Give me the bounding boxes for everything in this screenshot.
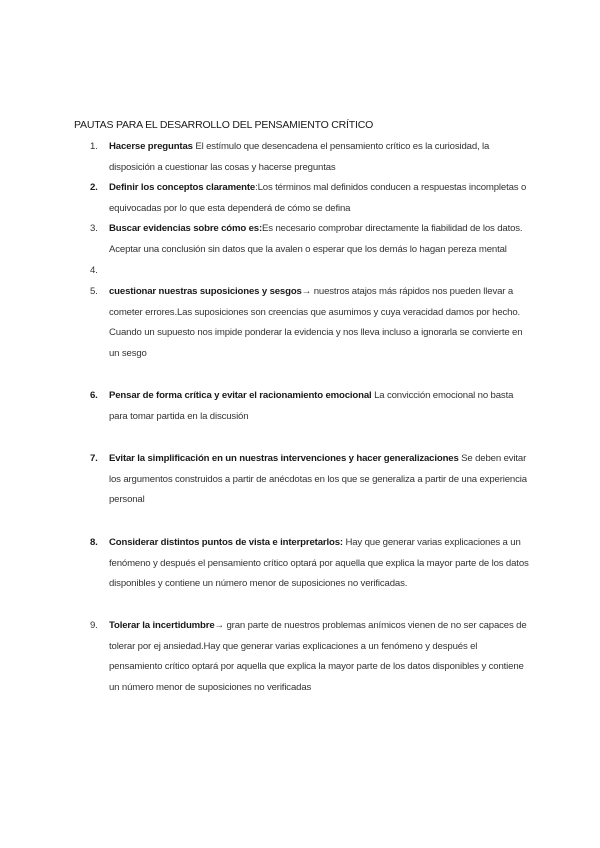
list-item bbox=[90, 386, 530, 427]
item-number: 3. bbox=[90, 223, 98, 234]
item-number: 2. bbox=[90, 182, 98, 193]
item-number: 4. bbox=[90, 265, 98, 276]
item-text: Es necesario comprobar directamente la fiabilidad de los datos. Aceptar una conclusión sin datos que la avalen o esperar que los demás lo hagan pereza mental bbox=[109, 223, 523, 255]
list-item bbox=[90, 449, 530, 511]
item-heading: Considerar distintos puntos de vista e interpretarlos: bbox=[109, 537, 343, 548]
item-heading: Tolerar la incertidumbre bbox=[109, 620, 215, 631]
item-number: 1. bbox=[90, 141, 98, 152]
list-item bbox=[90, 282, 530, 364]
list-item bbox=[90, 137, 530, 178]
item-number: 7. bbox=[90, 453, 98, 464]
list-item bbox=[90, 533, 530, 595]
item-heading: cuestionar nuestras suposiciones y sesgos bbox=[109, 286, 302, 297]
list-item bbox=[90, 616, 530, 698]
item-text: :Los términos mal definidos conducen a respuestas incompletas o equivocadas por lo que esta dependerá de cómo se defina bbox=[109, 182, 527, 214]
item-heading: Buscar evidencias sobre cómo es: bbox=[109, 223, 263, 234]
list-item bbox=[90, 178, 530, 219]
item-text: Hay que generar varias explicaciones a un fenómeno y después el pensamiento crítico optará por aquella que explica la mayor parte de los datos disponibles y contiene un número menor de suposiciones no verificadas. bbox=[109, 537, 529, 589]
item-number: 6. bbox=[90, 390, 98, 401]
item-text: → gran parte de nuestros problemas anímicos vienen de no ser capaces de tolerar por ej ansiedad.Hay que generar varias explicaciones a un fenómeno y después el pensamiento crítico optará por aquella que explica la mayor parte de los datos disponibles y contiene un número menor de suposiciones no verificadas bbox=[109, 620, 527, 693]
item-text: El estímulo que desencadena el pensamiento crítico es la curiosidad, la disposición a cuestionar las cosas y hacerse preguntas bbox=[109, 141, 490, 173]
item-number: 8. bbox=[90, 537, 98, 548]
item-text: Se deben evitar los argumentos construidos a partir de anécdotas en los que se generaliza a partir de una experiencia personal bbox=[109, 453, 527, 505]
item-number: 5. bbox=[90, 286, 98, 297]
item-number: 9. bbox=[90, 620, 98, 631]
item-text: La convicción emocional no basta para tomar partida en la discusión bbox=[109, 390, 514, 422]
item-heading: Evitar la simplificación en un nuestras intervenciones y hacer generalizaciones bbox=[109, 453, 459, 464]
item-text: → nuestros atajos más rápidos nos pueden llevar a cometer errores.Las suposiciones son creencias que asumimos y cuya veracidad damos por hecho. Cuando un supuesto nos impide ponderar la evidencia y nos lleva incluso a ignorarla se convierte en un sesgo bbox=[109, 286, 523, 359]
item-heading: Hacerse preguntas bbox=[109, 141, 193, 152]
item-heading: Definir los conceptos claramente bbox=[109, 182, 256, 193]
document-title: PAUTAS PARA EL DESARROLLO DEL PENSAMIENTO CRÍTICO bbox=[74, 119, 374, 131]
item-heading: Pensar de forma crítica y evitar el racionamiento emocional bbox=[109, 390, 372, 401]
list-item bbox=[90, 219, 530, 260]
